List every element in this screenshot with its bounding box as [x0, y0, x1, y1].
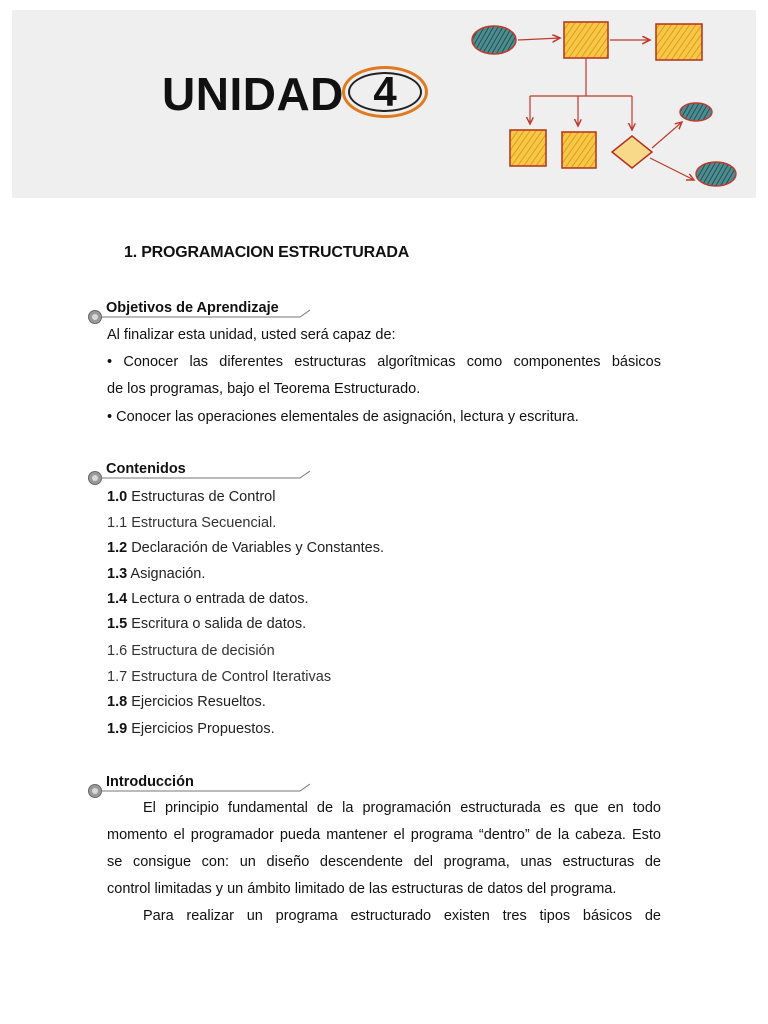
- contents-item: 1.7 Estructura de Control Iterativas: [107, 669, 332, 685]
- contents-item: 1.3 Asignación.: [107, 566, 206, 582]
- decision-diamond: [612, 136, 652, 168]
- process-box: [562, 132, 596, 168]
- end-oval: [696, 162, 736, 186]
- contents-item: 1.6 Estructura de decisión: [107, 643, 275, 659]
- intro-heading: Introducción: [106, 774, 194, 790]
- arrow: [518, 38, 560, 40]
- flowchart-illustration: [460, 12, 756, 196]
- objectives-intro: Al finalizar esta unidad, usted será capaz de:: [107, 327, 396, 343]
- contents-heading: Contenidos: [106, 461, 186, 477]
- objective-item-1-line2: de los programas, bajo el Teorema Estructurado.: [107, 381, 421, 397]
- objective-item-1: [107, 349, 661, 403]
- contents-heading-block: [88, 461, 318, 487]
- unit-title: UNIDAD: [162, 68, 344, 120]
- section-bullet-icon: [88, 784, 102, 798]
- process-box: [510, 130, 546, 166]
- contents-item: 1.4 Lectura o entrada de datos.: [107, 591, 309, 607]
- intro-paragraph-1: El principio fundamental de la programación estructurada es que en todo momento el programador pueda mantener el programa “dentro” de la cabeza. Esto se consigue con: un diseño descendente del programa, unas estructuras de control limitadas y un ámbito limitado de las estructuras de datos del programa.: [107, 800, 661, 897]
- end-oval: [680, 103, 712, 121]
- unit-number-badge: [342, 66, 428, 118]
- intro-paragraph-2: Para realizar un programa estructurado existen tres tipos básicos de: [143, 908, 661, 924]
- process-box: [656, 24, 702, 60]
- contents-item: 1.8 Ejercicios Resueltos.: [107, 694, 266, 710]
- contents-item: 1.2 Declaración de Variables y Constantes.: [107, 540, 385, 556]
- start-oval: [472, 26, 516, 54]
- arrow: [650, 158, 694, 180]
- objectives-heading: Objetivos de Aprendizaje: [106, 300, 279, 316]
- section-title: 1. PROGRAMACION ESTRUCTURADA: [124, 244, 410, 261]
- contents-item: 1.9 Ejercicios Propuestos.: [107, 721, 275, 737]
- contents-item: 1.1 Estructura Secuencial.: [107, 515, 277, 531]
- contents-item: 1.0 Estructuras de Control: [107, 489, 276, 505]
- objective-item-1-line1: • Conocer las diferentes estructuras algorîtmicas como componentes básicos: [107, 354, 661, 370]
- objective-item-2: • Conocer las operaciones elementales de asignación, lectura y escritura.: [107, 409, 579, 425]
- section-bullet-icon: [88, 310, 102, 324]
- unit-number: 4: [373, 68, 397, 115]
- contents-item: 1.5 Escritura o salida de datos.: [107, 616, 307, 632]
- section-bullet-icon: [88, 471, 102, 485]
- process-box: [564, 22, 608, 58]
- arrow: [652, 122, 682, 148]
